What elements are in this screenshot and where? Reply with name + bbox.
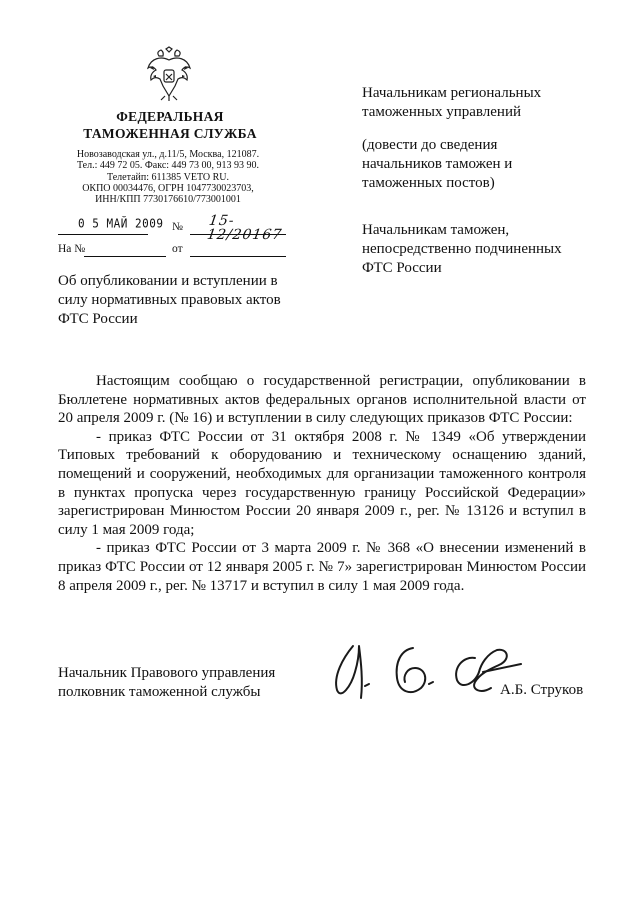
in-reply-label: На № (58, 243, 86, 255)
addressee-customs-heads (362, 221, 602, 278)
addressee-note (362, 136, 602, 193)
org-name-line1: ФЕДЕРАЛЬНАЯ (116, 109, 224, 124)
subject-line: силу нормативных правовых актов (58, 292, 281, 308)
addressee-line: (довести до сведения (362, 137, 498, 153)
letter-body (58, 372, 586, 595)
signatory-position-line1: Начальник Правового управления (58, 665, 276, 681)
addressee-line: таможенных постов) (362, 175, 495, 191)
body-paragraph-order-368: - приказ ФТС России от 3 марта 2009 г. № 368 «О внесении изменений в приказ ФТС России от 12 января 2005 г. № 7» зарегистрирован Минюстом России 8 апреля 2009 г., рег. № 13717 и вступил в силу 1 мая 2009 года. (58, 540, 586, 594)
addressee-line: непосредственно подчиненных (362, 241, 562, 257)
org-address: Новозаводская ул., д.11/5, Москва, 121087. (76, 149, 260, 160)
org-okpo-ogrn: ОКПО 00034476, ОГРН 1047730023703, (82, 182, 254, 194)
org-teletype: Телетайп: 611385 VETO RU. (106, 171, 229, 183)
organization-name (60, 108, 280, 142)
addressee-line: ФТС России (362, 260, 442, 276)
handwritten-signature (325, 628, 525, 708)
addressee-line: Начальникам региональных (362, 85, 542, 101)
signatory-name: А.Б. Струков (500, 682, 584, 698)
addressee-line: таможенных управлений (362, 104, 522, 120)
outgoing-number-label: № (172, 221, 183, 233)
outgoing-date-stamp: 0 5 МАЙ 2009 (78, 215, 164, 231)
addressee-line: начальников таможен и (362, 156, 513, 172)
russian-coat-of-arms-icon (145, 46, 193, 102)
outgoing-number-handwritten: 15-12/20167 (205, 213, 284, 243)
in-reply-from-label: от (172, 243, 183, 255)
addressee-line: Начальникам таможен, (362, 222, 510, 238)
outgoing-registration (58, 213, 288, 243)
body-paragraph-order-1349: - приказ ФТС России от 31 октября 2008 г. № 1349 «Об утверждении Типовых требований к оборудованию и техническому оснащению зданий, помещений и сооружений, необходимых для организации таможенного контроля в пунктах пропуска через государственную границу Российской Федерации» зарегистрирован Минюстом России 20 января 2009 г., рег. № 13126 и вступил в силу 1 мая 2009 года; (58, 428, 586, 538)
letter-subject (58, 272, 308, 329)
addressee-regional-directorates (362, 84, 602, 122)
org-phones: Тел.: 449 72 05. Факс: 449 73 00, 913 93 90. (76, 160, 260, 172)
body-paragraph-intro: Настоящим сообщаю о государственной регистрации, опубликовании в Бюллетене нормативных актов федеральных органов исполнительной власти от 20 апреля 2009 г. (№ 16) и вступлении в силу следующих приказов ФТС России: (58, 373, 586, 427)
org-name-line2: ТАМОЖЕННАЯ СЛУЖБА (83, 126, 257, 141)
signatory-position (58, 664, 275, 702)
subject-line: Об опубликовании и вступлении в (58, 273, 278, 289)
subject-line: ФТС России (58, 311, 138, 327)
in-reply-registration (58, 242, 288, 258)
organization-contacts (48, 149, 288, 205)
org-inn-kpp: ИНН/КПП 7730176610/773001001 (95, 194, 241, 206)
signatory-position-line2: полковник таможенной службы (58, 684, 261, 700)
